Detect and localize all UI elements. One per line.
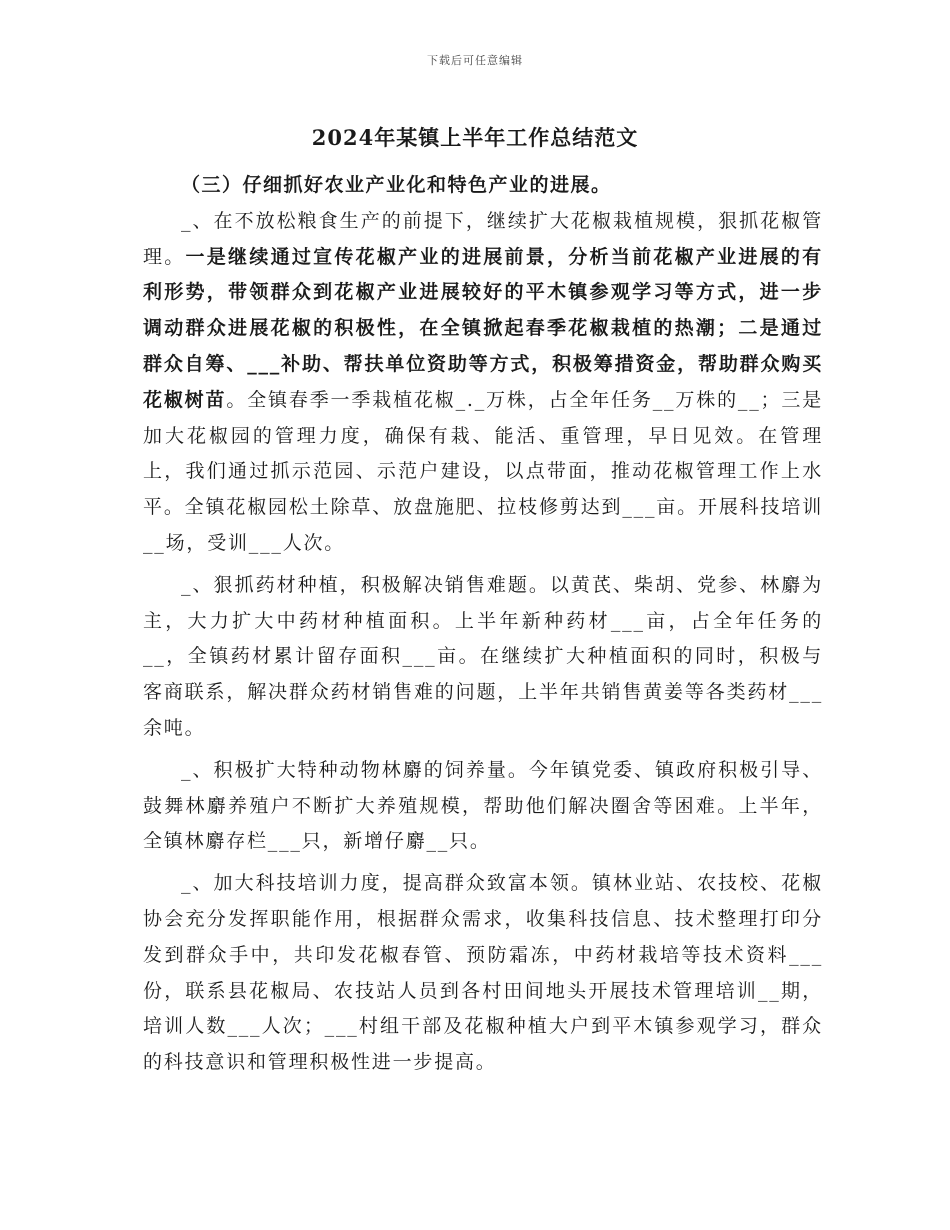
paragraph-musk-deer: _、积极扩大特种动物林麝的饲养量。今年镇党委、镇政府积极引导、鼓舞林麝养殖户不断扩大养殖规模，帮助他们解决圈舍等困难。上半年，全镇林麝存栏___只，新增仔麝__只。 (143, 758, 823, 853)
paragraph-herbal-medicine: _、狠抓药材种植，积极解决销售难题。以黄芪、柴胡、党参、林麝为主，大力扩大中药材种植面积。上半年新种药材___亩，占全年任务的__，全镇药材累计留存面积___亩。在继续扩大种植面积的同时，积极与客商联系，解决群众药材销售难的问题，上半年共销售黄姜等各类药材___余吨。 (143, 573, 823, 739)
document-title: 2024年某镇上半年工作总结范文 (311, 125, 639, 150)
paragraph-tech-training: _、加大科技培训力度，提高群众致富本领。镇林业站、农技校、花椒协会充分发挥职能作用，根据群众需求，收集科技信息、技术整理打印分发到群众手中，共印发花椒春管、预防霜冻，中药材栽培等技术资料___份，联系县花椒局、农技站人员到各村田间地头开展技术管理培训__期，培训人数___人次；___村组干部及花椒种植大户到平木镇参观学习，群众的科技意识和管理积极性进一步提高。 (143, 872, 823, 1074)
paragraph-bold-text: 一是继续通过宣传花椒产业的进展前景，分析当前花椒产业进展的有利形势，带领群众到花椒产业进展较好的平木镇参观学习等方式，进一步调动群众进展花椒的积极性，在全镇掀起春季花椒栽植的热潮；二是通过群众自筹、___补助、帮扶单位资助等方式，积极筹措资金，帮助群众购买花椒树苗 (143, 245, 823, 411)
document-body (143, 168, 823, 1087)
paragraph-rest: 。全镇春季一季栽植花椒_._万株，占全年任务__万株的__；三是加大花椒园的管理力度，确保有栽、能活、重管理，早日见效。在管理上，我们通过抓示范园、示范户建设，以点带面，推动花椒管理工作上水平。全镇花椒园松土除草、放盘施肥、拉枝修剪达到___亩。开展科技培训__场，受训___人次。 (143, 388, 823, 554)
paragraph-pepper-planting (143, 204, 823, 562)
section-heading: （三）仔细抓好农业产业化和特色产业的进展。 (181, 174, 612, 196)
paragraph-lead: _、在不放松粮食生产的前提下，继续扩大花椒栽植规模，狠抓花椒管理。 (143, 209, 823, 268)
page-header-note: 下载后可任意编辑 (427, 54, 523, 67)
